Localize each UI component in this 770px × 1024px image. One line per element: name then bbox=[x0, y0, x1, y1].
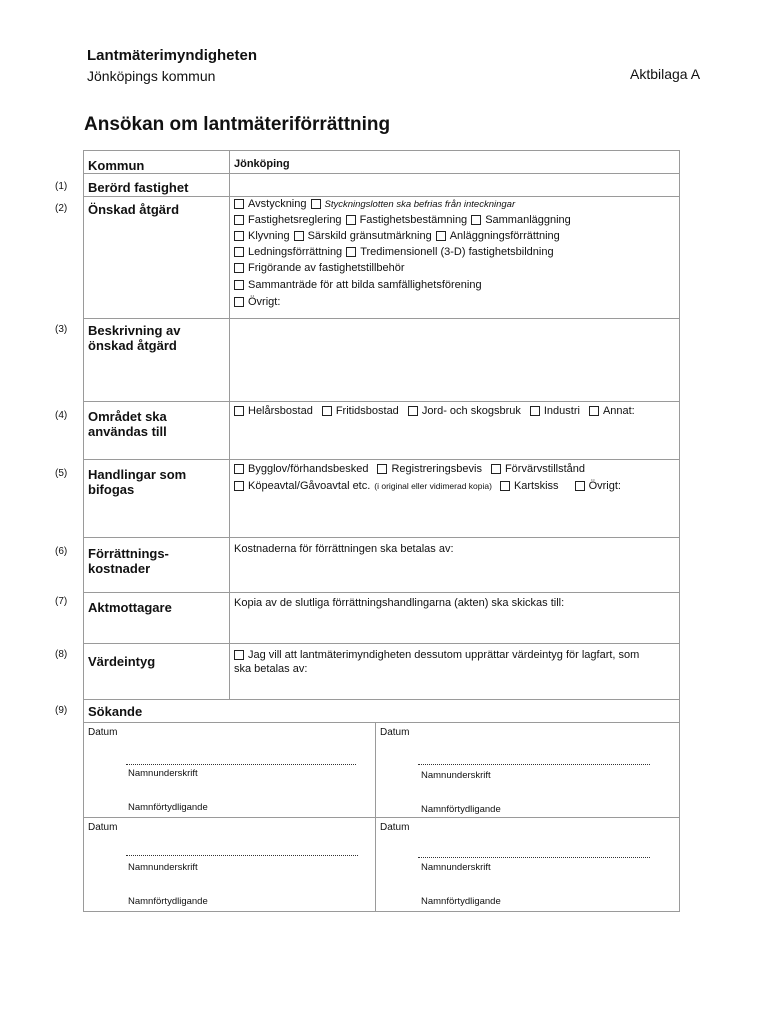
jord-label: Jord- och skogsbruk bbox=[421, 405, 521, 417]
bygglov-label: Bygglov/förhandsbesked bbox=[248, 463, 369, 475]
fritidsbostad-label: Fritidsbostad bbox=[335, 405, 399, 417]
row-number: (7) bbox=[55, 596, 68, 607]
kommun-label: Kommun bbox=[88, 158, 145, 173]
handlingar-label-line1: Handlingar som bbox=[88, 467, 187, 482]
kartskiss-label: Kartskiss bbox=[513, 480, 559, 492]
kopeavtal-checkbox[interactable] bbox=[234, 481, 244, 491]
row-number: (5) bbox=[55, 468, 68, 479]
beskrivning-label-line1: Beskrivning av bbox=[88, 323, 181, 338]
row-number: (3) bbox=[55, 324, 68, 335]
document-title: Ansökan om lantmäteriförrättning bbox=[84, 114, 391, 135]
vardeintyg-checkbox[interactable] bbox=[234, 650, 244, 660]
frigorande-label: Frigörande av fastighetstillbehör bbox=[248, 262, 405, 274]
vardeintyg-text-line2: ska betalas av: bbox=[234, 663, 308, 675]
ledning-label: Ledningsförrättning bbox=[248, 246, 343, 258]
omradet-options bbox=[234, 403, 639, 419]
row-divider bbox=[83, 592, 680, 593]
row-number: (4) bbox=[55, 410, 68, 421]
clarification-label: Namnförtydligande bbox=[421, 896, 501, 907]
industri-checkbox[interactable] bbox=[530, 406, 540, 416]
forvarv-label: Förvärvstillstånd bbox=[504, 463, 586, 475]
omradet-label-line2: användas till bbox=[88, 424, 167, 439]
signature-label: Namnunderskrift bbox=[128, 768, 198, 779]
clarification-label: Namnförtydligande bbox=[128, 802, 208, 813]
signature-line[interactable] bbox=[126, 764, 356, 765]
forvarv-checkbox[interactable] bbox=[491, 464, 501, 474]
atgard-line-1 bbox=[234, 196, 519, 212]
atgard-line-5 bbox=[234, 260, 409, 276]
kopeavtal-label: Köpeavtal/Gåvoavtal etc. bbox=[248, 480, 371, 492]
sarskild-label: Särskild gränsutmärkning bbox=[307, 230, 432, 242]
sammanlaggning-label: Sammanläggning bbox=[485, 214, 571, 226]
row-number: (1) bbox=[55, 181, 68, 192]
attachment-label: Aktbilaga A bbox=[630, 66, 701, 82]
aktmottagare-label: Aktmottagare bbox=[88, 600, 172, 615]
styckningslotten-label: Styckningslotten ska befrias från inteckningar bbox=[324, 198, 516, 210]
omradet-label-line1: Området ska bbox=[88, 409, 167, 424]
municipality-name: Jönköpings kommun bbox=[87, 68, 216, 84]
row-divider bbox=[83, 722, 680, 723]
atgard-label: Önskad åtgärd bbox=[88, 202, 180, 217]
sokande-label: Sökande bbox=[88, 704, 143, 719]
annat-checkbox[interactable] bbox=[589, 406, 599, 416]
klyvning-checkbox[interactable] bbox=[234, 231, 244, 241]
fastighet-label: Berörd fastighet bbox=[88, 180, 189, 195]
sammanlaggning-checkbox[interactable] bbox=[471, 215, 481, 225]
sarskild-checkbox[interactable] bbox=[294, 231, 304, 241]
atgard-line-2 bbox=[234, 212, 575, 228]
fastighetsreglering-checkbox[interactable] bbox=[234, 215, 244, 225]
sammantrade-label: Sammanträde för att bilda samfällighetsförening bbox=[248, 279, 482, 291]
clarification-label: Namnförtydligande bbox=[421, 804, 501, 815]
vardeintyg-text-line1: Jag vill att lantmäterimyndigheten dessutom upprättar värdeintyg för lagfart, som bbox=[248, 649, 640, 661]
row-number: (2) bbox=[55, 203, 68, 214]
row-divider bbox=[83, 537, 680, 538]
kommun-value[interactable]: Jönköping bbox=[234, 158, 290, 170]
row-number: (9) bbox=[55, 705, 68, 716]
signature-label: Namnunderskrift bbox=[128, 862, 198, 873]
aktmottagare-text: Kopia av de slutliga förrättningshandlingarna (akten) ska skickas till: bbox=[234, 597, 565, 609]
anlaggning-checkbox[interactable] bbox=[436, 231, 446, 241]
datum-label: Datum bbox=[380, 822, 410, 833]
handlingar-line-1 bbox=[234, 461, 589, 477]
atgard-line-6 bbox=[234, 277, 486, 293]
signature-line[interactable] bbox=[418, 857, 650, 858]
styckningslotten-checkbox[interactable] bbox=[311, 199, 321, 209]
row-divider bbox=[83, 643, 680, 644]
row-divider bbox=[83, 817, 680, 818]
ovrigt-atgard-label: Övrigt: bbox=[248, 296, 281, 308]
klyvning-label: Klyvning bbox=[248, 230, 290, 242]
atgard-line-4 bbox=[234, 244, 558, 260]
row-number: (6) bbox=[55, 546, 68, 557]
jord-checkbox[interactable] bbox=[408, 406, 418, 416]
fastighetsbestamning-label: Fastighetsbestämning bbox=[359, 214, 468, 226]
datum-label: Datum bbox=[88, 822, 118, 833]
annat-label: Annat: bbox=[602, 405, 635, 417]
beskrivning-field[interactable] bbox=[230, 319, 679, 401]
beskrivning-label-line2: önskad åtgärd bbox=[88, 338, 177, 353]
clarification-label: Namnförtydligande bbox=[128, 896, 208, 907]
vardeintyg-label: Värdeintyg bbox=[88, 654, 156, 669]
datum-label: Datum bbox=[88, 727, 118, 738]
avstyckning-label: Avstyckning bbox=[248, 198, 307, 210]
frigorande-checkbox[interactable] bbox=[234, 263, 244, 273]
avstyckning-checkbox[interactable] bbox=[234, 199, 244, 209]
datum-label: Datum bbox=[380, 727, 410, 738]
aktmottagare-field[interactable] bbox=[230, 612, 679, 643]
atgard-line-7 bbox=[234, 294, 284, 310]
signature-line[interactable] bbox=[126, 855, 358, 856]
kostnader-label-line1: Förrättnings- bbox=[88, 546, 169, 561]
row-number: (8) bbox=[55, 649, 68, 660]
bygglov-checkbox[interactable] bbox=[234, 464, 244, 474]
ovrigt-handlingar-label: Övrigt: bbox=[588, 480, 621, 492]
fritidsbostad-checkbox[interactable] bbox=[322, 406, 332, 416]
column-divider bbox=[375, 722, 376, 912]
row-divider bbox=[83, 459, 680, 460]
row-divider bbox=[83, 401, 680, 402]
tredimensionell-checkbox[interactable] bbox=[346, 247, 356, 257]
handlingar-line-2 bbox=[234, 478, 625, 494]
fastighet-field[interactable] bbox=[230, 174, 679, 196]
ovrigt-handlingar-checkbox[interactable] bbox=[575, 481, 585, 491]
atgard-line-3 bbox=[234, 228, 564, 244]
signature-line[interactable] bbox=[418, 764, 650, 765]
tredimensionell-label: Tredimensionell (3-D) fastighetsbildning bbox=[360, 246, 554, 258]
organization-name: Lantmäterimyndigheten bbox=[87, 47, 258, 64]
registrering-label: Registreringsbevis bbox=[391, 463, 482, 475]
signature-label: Namnunderskrift bbox=[421, 770, 491, 781]
ovrigt-atgard-checkbox[interactable] bbox=[234, 297, 244, 307]
kostnader-label-line2: kostnader bbox=[88, 561, 151, 576]
vardeintyg-line-1 bbox=[234, 647, 643, 663]
handlingar-label-line2: bifogas bbox=[88, 482, 135, 497]
kostnader-text: Kostnaderna för förrättningen ska betalas av: bbox=[234, 543, 454, 555]
fastighetsreglering-label: Fastighetsreglering bbox=[248, 214, 342, 226]
kostnader-field[interactable] bbox=[230, 558, 679, 592]
sammantrade-checkbox[interactable] bbox=[234, 280, 244, 290]
signature-label: Namnunderskrift bbox=[421, 862, 491, 873]
anlaggning-label: Anläggningsförrättning bbox=[449, 230, 560, 242]
row-divider bbox=[83, 699, 680, 700]
industri-label: Industri bbox=[543, 405, 580, 417]
kartskiss-checkbox[interactable] bbox=[500, 481, 510, 491]
helarsbostad-label: Helårsbostad bbox=[248, 405, 313, 417]
kopeavtal-note: (i original eller vidimerad kopia) bbox=[374, 481, 492, 491]
registrering-checkbox[interactable] bbox=[377, 464, 387, 474]
ledning-checkbox[interactable] bbox=[234, 247, 244, 257]
fastighetsbestamning-checkbox[interactable] bbox=[346, 215, 356, 225]
helarsbostad-checkbox[interactable] bbox=[234, 406, 244, 416]
